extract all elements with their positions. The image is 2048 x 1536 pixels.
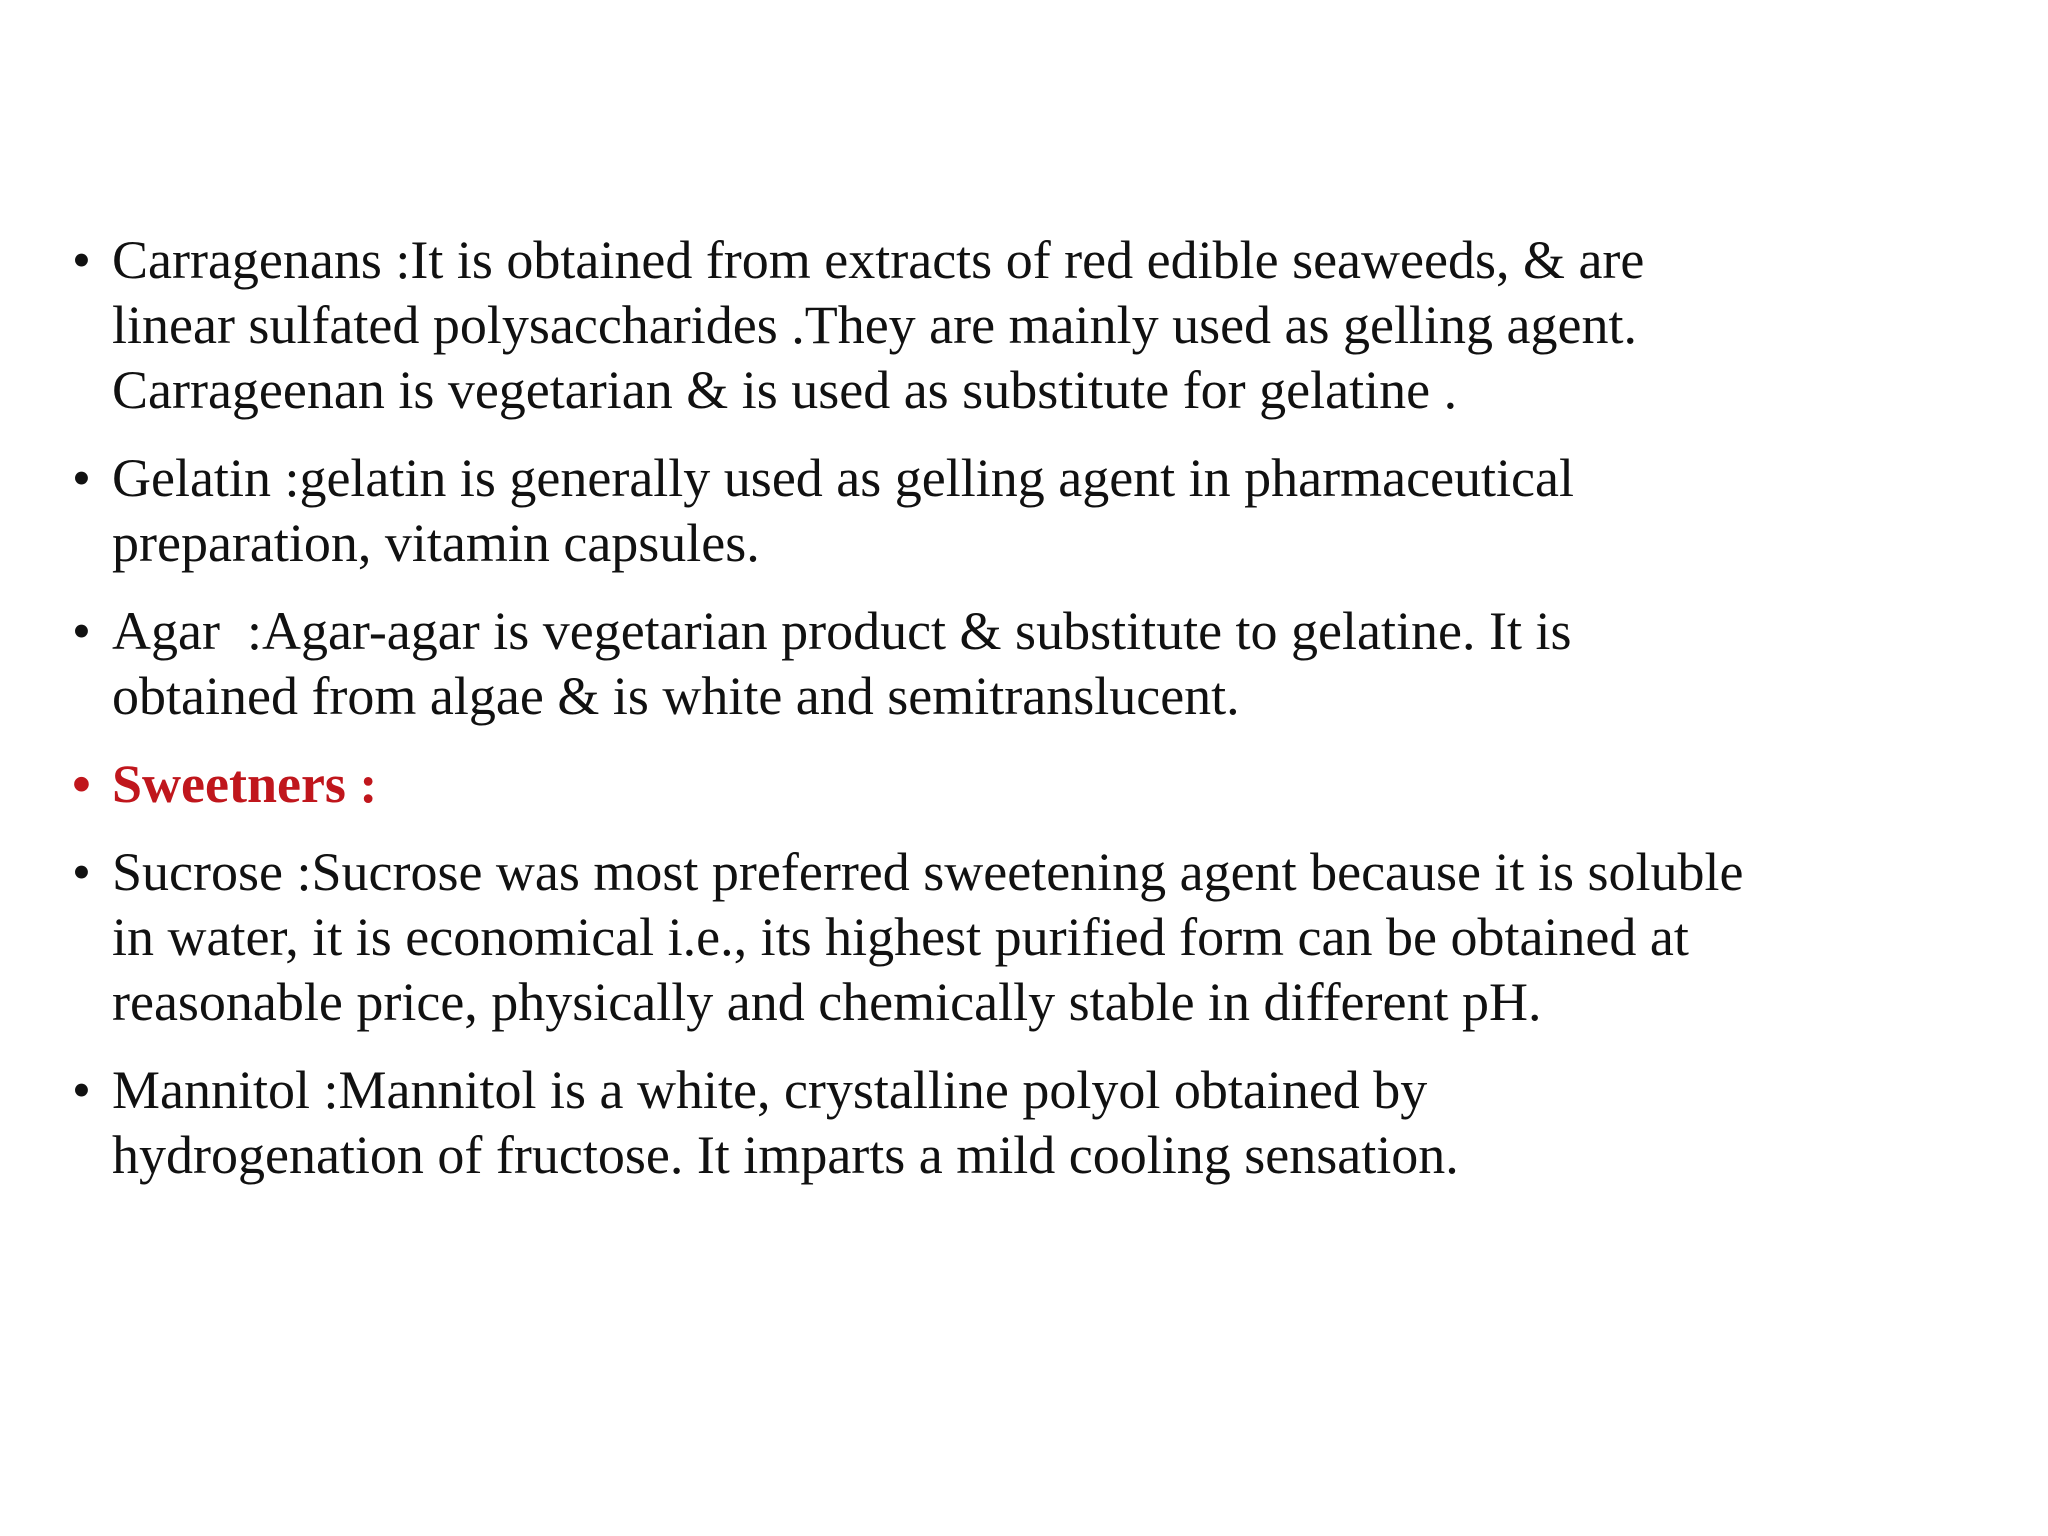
bullet-sucrose [72, 840, 1992, 1035]
bullet-line: Sucrose :Sucrose was most preferred sweetening agent because it is soluble [112, 842, 1744, 902]
bullet-line: hydrogenation of fructose. It imparts a mild cooling sensation. [112, 1125, 1459, 1185]
bullet-line: preparation, vitamin capsules. [112, 513, 760, 573]
bullet-carragenans [72, 228, 1992, 423]
bullet-dot-icon: • [72, 448, 91, 508]
bullet-dot-icon: • [72, 754, 91, 814]
bullet-dot-icon: • [72, 1060, 91, 1120]
bullet-line: linear sulfated polysaccharides .They are mainly used as gelling agent. [112, 295, 1637, 355]
bullet-dot-icon: • [72, 230, 91, 290]
bullet-line: reasonable price, physically and chemically stable in different pH. [112, 972, 1542, 1032]
bullet-line: Carrageenan is vegetarian & is used as substitute for gelatine . [112, 360, 1458, 420]
bullet-mannitol [72, 1058, 1992, 1188]
bullet-line: Carragenans :It is obtained from extracts of red edible seaweeds, & are [112, 230, 1645, 290]
bullet-list [72, 228, 1992, 1211]
bullet-line: Mannitol :Mannitol is a white, crystalline polyol obtained by [112, 1060, 1428, 1120]
bullet-dot-icon: • [72, 601, 91, 661]
bullet-line: obtained from algae & is white and semitranslucent. [112, 666, 1240, 726]
bullet-agar [72, 599, 1992, 729]
bullet-dot-icon: • [72, 842, 91, 902]
bullet-line: in water, it is economical i.e., its highest purified form can be obtained at [112, 907, 1689, 967]
bullet-line: Gelatin :gelatin is generally used as gelling agent in pharmaceutical [112, 448, 1574, 508]
bullet-line: Agar :Agar-agar is vegetarian product & substitute to gelatine. It is [112, 601, 1572, 661]
section-heading: Sweetners : [112, 754, 378, 814]
bullet-heading-sweetners [72, 752, 1992, 817]
bullet-gelatin [72, 446, 1992, 576]
